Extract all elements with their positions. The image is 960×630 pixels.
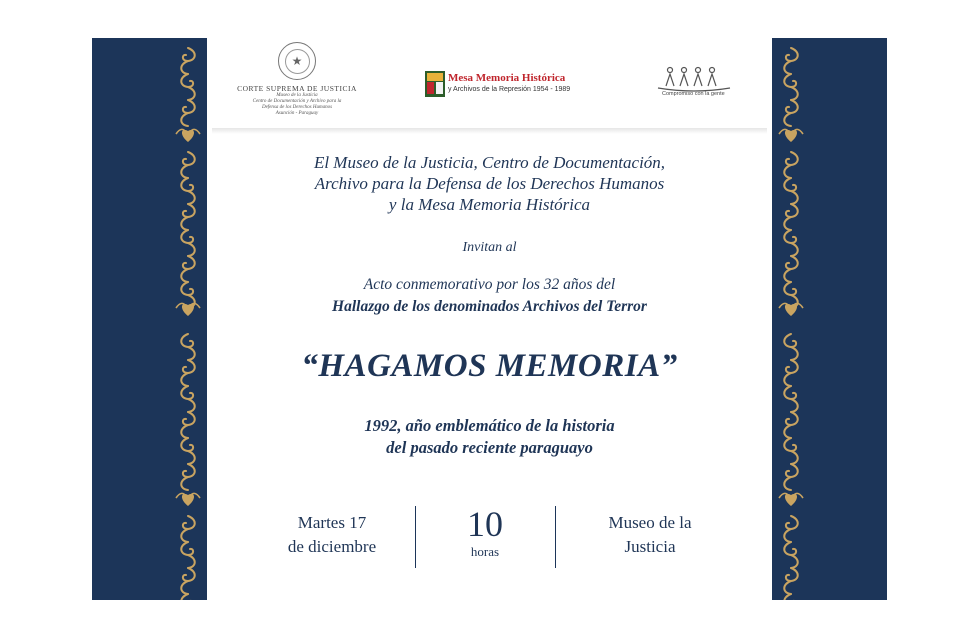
ornament-motif <box>784 594 796 600</box>
ornament-motif <box>784 425 791 438</box>
ornament-motif <box>181 373 188 386</box>
ornament-motif <box>784 477 791 490</box>
ornament-motif <box>784 334 796 347</box>
date-line-2: de diciembre <box>287 537 377 556</box>
ornament-motif <box>791 191 798 204</box>
ornament-motif <box>182 130 194 142</box>
corte-sub-1: Museo de la Justicia <box>276 93 318 98</box>
invitan-text: Invitan al <box>462 240 517 255</box>
ornament-motif <box>784 386 796 399</box>
ornament-motif <box>785 304 797 316</box>
ornament-motif <box>181 542 193 555</box>
ornament-motif <box>784 230 796 243</box>
compromiso-label: Compromiso con la gente <box>662 91 725 97</box>
ornament-motif <box>181 178 193 191</box>
ornament-motif <box>784 529 791 542</box>
left-ornament <box>92 38 207 600</box>
ornament-motif <box>784 373 791 386</box>
ornament-motif <box>181 269 188 282</box>
seal-icon: ★ <box>278 42 316 80</box>
event-hour-number: 10 <box>467 504 503 544</box>
right-ornament <box>772 38 887 600</box>
ornament-motif <box>784 178 796 191</box>
header-divider <box>212 128 767 134</box>
ornament-motif <box>188 87 195 100</box>
header-logos <box>207 38 772 130</box>
ornament-motif <box>183 152 195 165</box>
ornament-motif <box>784 282 796 295</box>
ornament-motif <box>181 113 188 126</box>
ornament-motif <box>791 555 798 568</box>
ornament-motif <box>181 165 188 178</box>
intro-line-1: El Museo de la Justicia, Centro de Documentación, <box>313 153 666 172</box>
intro-line-3: y la Mesa Memoria Histórica <box>388 195 591 214</box>
ornament-motif <box>181 438 193 451</box>
acto-line-1: Acto conmemorativo por los 32 años del <box>363 276 616 293</box>
ornament-motif <box>181 425 188 438</box>
ornament-motif <box>181 217 188 230</box>
ornament-motif <box>181 477 188 490</box>
ornament-motif <box>183 204 195 217</box>
corte-suprema-logo <box>237 42 357 117</box>
event-hour-label: horas <box>470 544 500 559</box>
ornament-motif <box>183 412 195 425</box>
ornament-motif <box>183 568 195 581</box>
corte-sub-2: Centro de Documentación y Archivo para la <box>252 99 342 104</box>
ornament-motif <box>791 347 798 360</box>
ornament-motif <box>183 464 195 477</box>
ornament-motif <box>188 399 195 412</box>
acto-line-2 <box>207 296 772 318</box>
ornament-motif <box>182 494 194 506</box>
ornament-motif <box>784 581 791 594</box>
ornament-motif <box>181 334 193 347</box>
mesa-memoria-icon <box>425 71 445 97</box>
ornament-motif <box>188 347 195 360</box>
compromiso-people-icon <box>654 66 734 92</box>
ornament-motif <box>183 360 195 373</box>
ornament-motif <box>188 451 195 464</box>
ornament-motif <box>181 581 188 594</box>
ornament-motif <box>786 464 798 477</box>
place-line-1: Museo de la <box>608 513 692 532</box>
ornament-motif <box>784 61 791 74</box>
date-line-1: Martes 17 <box>297 513 367 532</box>
ornament-motif <box>182 304 194 316</box>
ornament-motif <box>784 438 796 451</box>
ornament-motif <box>784 217 791 230</box>
mesa-memoria-title: Mesa Memoria Histórica <box>448 72 566 84</box>
ornament-motif <box>183 256 195 269</box>
acto-line-2-bold: Hallazgo de los denominados Archivos del Terror <box>332 298 647 315</box>
year-line-2: del pasado reciente paraguayo <box>386 438 593 457</box>
corte-title: CORTE SUPREMA DE JUSTICIA <box>237 84 357 93</box>
ornament-motif <box>784 74 796 87</box>
year-text <box>207 415 772 459</box>
footer-divider-left <box>415 506 416 568</box>
ornament-motif <box>786 48 798 61</box>
intro-line-2: Archivo para la Defensa de los Derechos Humanos <box>314 174 665 193</box>
ornament-motif <box>181 61 188 74</box>
intro-text <box>207 152 772 215</box>
ornament-motif <box>181 594 193 600</box>
ornament-motif <box>188 243 195 256</box>
ornament-motif <box>791 87 798 100</box>
ornament-motif <box>786 360 798 373</box>
ornament-motif <box>188 555 195 568</box>
ornament-motif <box>183 516 195 529</box>
left-border-panel <box>92 38 207 600</box>
corte-sub-3: Defensa de los Derechos Humanos <box>261 105 333 110</box>
event-place <box>580 511 720 559</box>
ornament-motif <box>786 256 798 269</box>
ornament-motif <box>784 165 791 178</box>
event-date <box>262 511 402 559</box>
ornament-motif <box>791 399 798 412</box>
ornament-motif <box>785 130 797 142</box>
ornament-motif <box>181 282 193 295</box>
ornament-motif <box>791 451 798 464</box>
ornament-motif <box>786 152 798 165</box>
ornament-motif <box>183 48 195 61</box>
corte-sub-4: Asunción - Paraguay <box>275 111 319 116</box>
place-line-2: Justicia <box>624 537 676 556</box>
ornament-motif <box>785 494 797 506</box>
event-slogan: “HAGAMOS MEMORIA” <box>301 348 678 384</box>
mesa-memoria-subtitle: y Archivos de la Represión 1954 - 1989 <box>448 86 571 93</box>
ornament-motif <box>183 100 195 113</box>
footer-divider-right <box>555 506 556 568</box>
ornament-motif <box>181 529 188 542</box>
year-line-1: 1992, año emblemático de la historia <box>364 416 615 435</box>
acto-text <box>207 274 772 318</box>
right-border-panel <box>772 38 887 600</box>
ornament-motif <box>784 542 796 555</box>
ornament-motif <box>791 243 798 256</box>
ornament-motif <box>784 269 791 282</box>
ornament-motif <box>181 74 193 87</box>
ornament-motif <box>786 568 798 581</box>
ornament-motif <box>784 113 791 126</box>
ornament-motif <box>786 412 798 425</box>
ornament-motif <box>786 204 798 217</box>
ornament-motif <box>188 191 195 204</box>
ornament-motif <box>786 516 798 529</box>
ornament-motif <box>181 386 193 399</box>
ornament-motif <box>181 230 193 243</box>
ornament-motif <box>786 100 798 113</box>
